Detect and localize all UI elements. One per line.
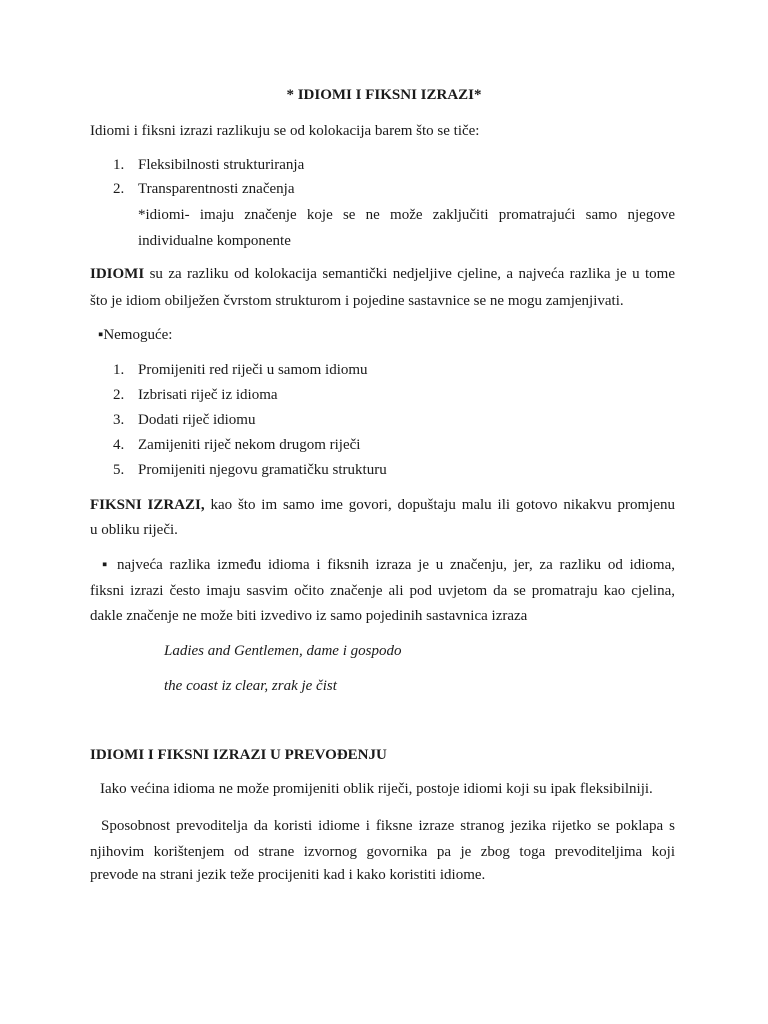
list-text: Fleksibilnosti strukturiranja <box>138 157 305 173</box>
list-number: 2. <box>113 181 125 197</box>
intro-paragraph: Idiomi i fiksni izrazi razlikuju se od kolokacija barem što se tiče: <box>90 123 480 139</box>
list-text: Transparentnosti značenja <box>138 181 295 197</box>
fiksni-term: FIKSNI IZRAZI, <box>90 497 205 513</box>
example-line: Ladies and Gentlemen, dame i gospodo <box>164 643 402 659</box>
paragraph-line: što je idiom obilježen čvrstom strukturom i pojedine sastavnice se ne mogu zamjenjivati. <box>90 293 624 309</box>
list-number: 3. <box>113 412 125 428</box>
paragraph-line: ▪ najveća razlika između idioma i fiksnih izraza je u značenju, jer, za razliku od idioma, <box>102 557 675 573</box>
list-text: Promijeniti njegovu gramatičku strukturu <box>138 462 387 478</box>
list-number: 2. <box>113 387 125 403</box>
paragraph-line: Sposobnost prevoditelja da koristi idiome i fiksne izraze stranog jezika rijetko se poklapa s <box>101 818 675 834</box>
list-number: 4. <box>113 437 125 453</box>
document-title: * IDIOMI I FIKSNI IZRAZI* <box>286 87 482 103</box>
iako-paragraph: Iako većina idioma ne može promijeniti oblik riječi, postoje idiomi koji su ipak fleksibilniji. <box>100 781 653 797</box>
paragraph-line <box>90 265 675 283</box>
note-line: individualne komponente <box>138 233 291 249</box>
list-number: 5. <box>113 462 125 478</box>
paragraph-text: su za razliku od kolokacija semantički nedjeljive cjeline, a najveća razlika je u tome <box>144 266 675 282</box>
list-number: 1. <box>113 362 125 378</box>
paragraph-line: dakle značenje ne može biti izvedivo iz samo pojedinih sastavnica izraza <box>90 608 528 624</box>
idiomi-term: IDIOMI <box>90 266 145 282</box>
list-number: 1. <box>113 157 125 173</box>
list-text: Zamijeniti riječ nekom drugom riječi <box>138 437 361 453</box>
list-text: Promijeniti red riječi u samom idiomu <box>138 362 368 378</box>
nemoguce-label: ▪Nemoguće: <box>98 327 173 343</box>
paragraph-text: kao što im samo ime govori, dopuštaju malu ili gotovo nikakvu promjenu <box>204 497 676 513</box>
section-heading: IDIOMI I FIKSNI IZRAZI U PREVOĐENJU <box>90 747 387 763</box>
paragraph-line: njihovim korištenjem od strane izvornog govornika pa je zbog toga prevoditeljima koji <box>90 844 675 860</box>
example-line: the coast iz clear, zrak je čist <box>164 678 337 694</box>
paragraph-line <box>90 496 675 514</box>
list-text: Izbrisati riječ iz idioma <box>138 387 278 403</box>
list-text: Dodati riječ idiomu <box>138 412 256 428</box>
paragraph-line: fiksni izrazi često imaju sasvim očito značenje ali pod uvjetom da se promatraju kao cjelina, <box>90 583 675 599</box>
paragraph-line: u obliku riječi. <box>90 522 178 538</box>
note-line: *idiomi- imaju značenje koje se ne može zaključiti promatrajući samo njegove <box>138 207 675 223</box>
paragraph-line: prevode na strani jezik teže procijeniti kad i kako koristiti idiome. <box>90 867 486 883</box>
